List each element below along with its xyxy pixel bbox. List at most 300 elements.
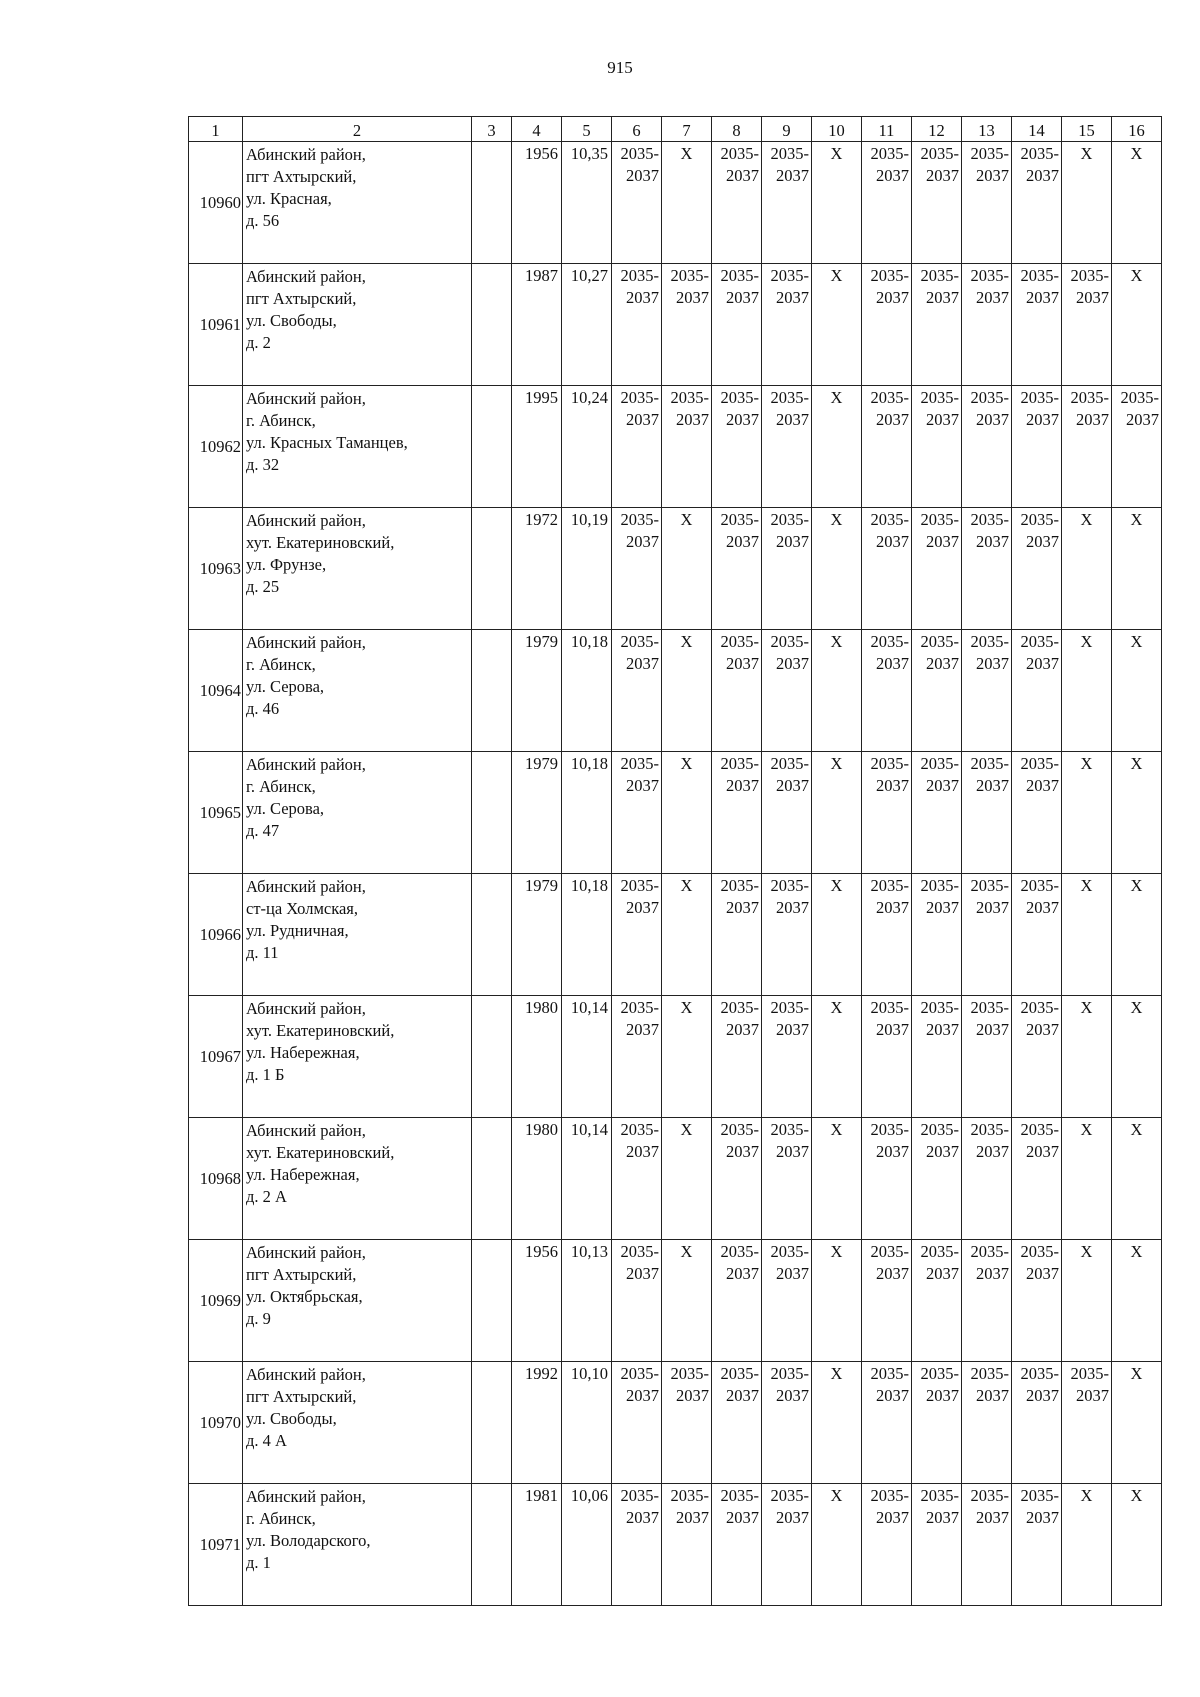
- column-3-cell: [472, 630, 512, 752]
- x-mark: X: [1080, 1120, 1093, 1139]
- period-part: 2037: [626, 1020, 659, 1039]
- period-part: 2035-: [770, 1120, 809, 1139]
- address-line: д. 46: [246, 699, 280, 718]
- period-part: 2035-: [670, 266, 709, 285]
- x-mark: X: [1080, 876, 1093, 895]
- period-part: 2035-: [870, 1486, 909, 1505]
- period-cell: [862, 874, 912, 996]
- period-part: 2035-: [1070, 388, 1109, 407]
- period-part: 2035-: [1020, 144, 1059, 163]
- period-cell: [1062, 1362, 1112, 1484]
- table-row: [189, 142, 1162, 264]
- x-mark: X: [1080, 754, 1093, 773]
- header-row: [189, 117, 1162, 142]
- year-cell: 1979: [512, 752, 562, 874]
- period-part: 2035-: [770, 998, 809, 1017]
- address-line: ул. Красных Таманцев,: [246, 433, 408, 452]
- not-applicable-cell: [1112, 752, 1162, 874]
- period-cell: [1062, 264, 1112, 386]
- period-cell: [612, 1240, 662, 1362]
- period-cell: [662, 1484, 712, 1606]
- address-cell: [243, 142, 472, 264]
- x-mark: X: [1080, 510, 1093, 529]
- period-part: 2035-: [970, 998, 1009, 1017]
- period-part: 2037: [726, 898, 759, 917]
- period-part: 2035-: [770, 266, 809, 285]
- period-cell: [612, 264, 662, 386]
- period-cell: [712, 752, 762, 874]
- period-part: 2037: [926, 776, 959, 795]
- period-part: 2037: [726, 654, 759, 673]
- address-line: д. 25: [246, 577, 280, 596]
- x-mark: X: [1130, 510, 1143, 529]
- period-part: 2035-: [1020, 632, 1059, 651]
- period-part: 2037: [776, 898, 809, 917]
- period-part: 2035-: [870, 632, 909, 651]
- address-line: ул. Красная,: [246, 189, 332, 208]
- value-cell: 10,13: [562, 1240, 612, 1362]
- period-cell: [1062, 386, 1112, 508]
- period-cell: [862, 386, 912, 508]
- address-line: д. 11: [246, 943, 279, 962]
- table-row: [189, 1362, 1162, 1484]
- period-cell: [612, 630, 662, 752]
- not-applicable-cell: [1112, 1118, 1162, 1240]
- not-applicable-cell: [662, 630, 712, 752]
- x-mark: X: [680, 998, 693, 1017]
- period-part: 2037: [926, 1142, 959, 1161]
- period-cell: [912, 630, 962, 752]
- period-part: 2035-: [620, 266, 659, 285]
- table-row: [189, 1240, 1162, 1362]
- period-cell: [662, 386, 712, 508]
- year-cell: 1981: [512, 1484, 562, 1606]
- value-cell: 10,14: [562, 996, 612, 1118]
- year-cell: 1956: [512, 142, 562, 264]
- period-part: 2037: [876, 1142, 909, 1161]
- row-number: 10970: [189, 1362, 243, 1484]
- period-part: 2035-: [770, 632, 809, 651]
- period-part: 2037: [926, 1264, 959, 1283]
- address-line: ул. Фрунзе,: [246, 555, 327, 574]
- period-part: 2037: [876, 166, 909, 185]
- period-part: 2037: [876, 288, 909, 307]
- column-header-5: 5: [562, 117, 612, 142]
- value-cell: 10,19: [562, 508, 612, 630]
- table-row: [189, 264, 1162, 386]
- address-line: Абинский район,: [246, 633, 366, 652]
- column-3-cell: [472, 1484, 512, 1606]
- table-row: [189, 874, 1162, 996]
- period-part: 2035-: [770, 144, 809, 163]
- x-mark: X: [1080, 1242, 1093, 1261]
- period-cell: [612, 996, 662, 1118]
- period-part: 2037: [776, 532, 809, 551]
- period-cell: [862, 1362, 912, 1484]
- column-header-16: 16: [1112, 117, 1162, 142]
- period-cell: [912, 1240, 962, 1362]
- period-part: 2035-: [1020, 266, 1059, 285]
- period-part: 2037: [926, 1020, 959, 1039]
- column-3-cell: [472, 874, 512, 996]
- period-part: 2035-: [720, 266, 759, 285]
- row-number: 10965: [189, 752, 243, 874]
- address-line: хут. Екатериновский,: [246, 1143, 395, 1162]
- period-part: 2037: [976, 1508, 1009, 1527]
- address-line: д. 1 Б: [246, 1065, 285, 1084]
- column-header-2: 2: [243, 117, 472, 142]
- x-mark: X: [680, 1120, 693, 1139]
- row-number: 10961: [189, 264, 243, 386]
- column-header-6: 6: [612, 117, 662, 142]
- period-part: 2037: [676, 1508, 709, 1527]
- period-part: 2037: [676, 410, 709, 429]
- address-cell: [243, 996, 472, 1118]
- not-applicable-cell: [812, 752, 862, 874]
- period-cell: [612, 142, 662, 264]
- table-row: [189, 996, 1162, 1118]
- period-part: 2037: [1026, 1264, 1059, 1283]
- value-cell: 10,18: [562, 874, 612, 996]
- period-cell: [712, 264, 762, 386]
- period-cell: [612, 1118, 662, 1240]
- period-cell: [862, 630, 912, 752]
- not-applicable-cell: [1112, 630, 1162, 752]
- year-cell: 1980: [512, 996, 562, 1118]
- period-part: 2037: [726, 288, 759, 307]
- period-part: 2037: [726, 166, 759, 185]
- period-part: 2037: [926, 288, 959, 307]
- period-part: 2035-: [1020, 754, 1059, 773]
- period-part: 2037: [626, 410, 659, 429]
- x-mark: X: [1130, 1120, 1143, 1139]
- not-applicable-cell: [1062, 1484, 1112, 1606]
- period-cell: [862, 508, 912, 630]
- period-part: 2035-: [1020, 876, 1059, 895]
- not-applicable-cell: [662, 996, 712, 1118]
- period-part: 2037: [1026, 532, 1059, 551]
- not-applicable-cell: [812, 996, 862, 1118]
- year-cell: 1956: [512, 1240, 562, 1362]
- period-cell: [1012, 1362, 1062, 1484]
- not-applicable-cell: [1112, 1240, 1162, 1362]
- period-part: 2035-: [920, 510, 959, 529]
- address-line: ул. Рудничная,: [246, 921, 349, 940]
- period-part: 2035-: [670, 1486, 709, 1505]
- period-part: 2035-: [770, 1364, 809, 1383]
- period-part: 2035-: [620, 510, 659, 529]
- period-part: 2035-: [1020, 1364, 1059, 1383]
- table-row: [189, 752, 1162, 874]
- period-cell: [612, 386, 662, 508]
- period-part: 2037: [626, 1508, 659, 1527]
- period-part: 2037: [976, 654, 1009, 673]
- period-part: 2037: [976, 776, 1009, 795]
- address-line: пгт Ахтырский,: [246, 289, 357, 308]
- period-part: 2035-: [970, 388, 1009, 407]
- period-part: 2035-: [920, 1486, 959, 1505]
- period-part: 2035-: [870, 1120, 909, 1139]
- period-cell: [862, 1118, 912, 1240]
- period-cell: [1012, 508, 1062, 630]
- table-row: [189, 386, 1162, 508]
- period-part: 2037: [726, 1508, 759, 1527]
- period-part: 2037: [876, 1264, 909, 1283]
- address-line: Абинский район,: [246, 511, 366, 530]
- not-applicable-cell: [1112, 142, 1162, 264]
- period-cell: [862, 142, 912, 264]
- address-line: г. Абинск,: [246, 655, 316, 674]
- period-cell: [1112, 386, 1162, 508]
- period-part: 2037: [976, 1142, 1009, 1161]
- period-part: 2035-: [920, 632, 959, 651]
- period-part: 2037: [726, 532, 759, 551]
- not-applicable-cell: [1062, 630, 1112, 752]
- period-cell: [762, 1240, 812, 1362]
- value-cell: 10,10: [562, 1362, 612, 1484]
- period-cell: [962, 1240, 1012, 1362]
- address-cell: [243, 508, 472, 630]
- period-cell: [662, 1362, 712, 1484]
- period-part: 2037: [626, 776, 659, 795]
- period-cell: [862, 996, 912, 1118]
- address-line: ул. Октябрьская,: [246, 1287, 363, 1306]
- period-part: 2035-: [770, 388, 809, 407]
- x-mark: X: [680, 144, 693, 163]
- period-cell: [912, 996, 962, 1118]
- period-cell: [912, 874, 962, 996]
- period-cell: [712, 1118, 762, 1240]
- period-part: 2037: [776, 288, 809, 307]
- column-header-11: 11: [862, 117, 912, 142]
- period-cell: [1012, 630, 1062, 752]
- column-header-12: 12: [912, 117, 962, 142]
- period-part: 2037: [926, 1386, 959, 1405]
- x-mark: X: [830, 510, 843, 529]
- period-part: 2037: [876, 1020, 909, 1039]
- period-part: 2037: [626, 1264, 659, 1283]
- period-part: 2035-: [720, 1486, 759, 1505]
- period-part: 2035-: [920, 876, 959, 895]
- address-line: пгт Ахтырский,: [246, 1387, 357, 1406]
- period-part: 2035-: [620, 1486, 659, 1505]
- period-part: 2037: [926, 898, 959, 917]
- x-mark: X: [1130, 1364, 1143, 1383]
- period-part: 2035-: [920, 754, 959, 773]
- not-applicable-cell: [812, 630, 862, 752]
- period-cell: [612, 1362, 662, 1484]
- period-part: 2035-: [620, 632, 659, 651]
- address-line: ул. Набережная,: [246, 1165, 360, 1184]
- period-cell: [762, 752, 812, 874]
- x-mark: X: [1130, 1242, 1143, 1261]
- period-part: 2035-: [970, 1364, 1009, 1383]
- period-cell: [762, 142, 812, 264]
- address-line: д. 4 А: [246, 1431, 287, 1450]
- not-applicable-cell: [812, 1362, 862, 1484]
- address-cell: [243, 1484, 472, 1606]
- period-cell: [1012, 996, 1062, 1118]
- period-part: 2037: [776, 1264, 809, 1283]
- not-applicable-cell: [1062, 508, 1112, 630]
- x-mark: X: [830, 1242, 843, 1261]
- not-applicable-cell: [662, 752, 712, 874]
- period-part: 2037: [1026, 410, 1059, 429]
- period-part: 2035-: [670, 388, 709, 407]
- period-part: 2035-: [720, 1364, 759, 1383]
- period-cell: [962, 1118, 1012, 1240]
- address-line: Абинский район,: [246, 999, 366, 1018]
- period-cell: [1012, 1240, 1062, 1362]
- period-part: 2037: [626, 1142, 659, 1161]
- period-part: 2035-: [970, 876, 1009, 895]
- period-part: 2035-: [870, 998, 909, 1017]
- not-applicable-cell: [1062, 142, 1112, 264]
- period-cell: [662, 264, 712, 386]
- period-part: 2035-: [720, 876, 759, 895]
- period-part: 2035-: [870, 876, 909, 895]
- not-applicable-cell: [812, 874, 862, 996]
- period-cell: [862, 1484, 912, 1606]
- column-header-8: 8: [712, 117, 762, 142]
- x-mark: X: [830, 1120, 843, 1139]
- x-mark: X: [1130, 998, 1143, 1017]
- period-part: 2037: [626, 532, 659, 551]
- period-part: 2035-: [970, 1486, 1009, 1505]
- period-part: 2035-: [770, 876, 809, 895]
- period-cell: [712, 1240, 762, 1362]
- not-applicable-cell: [812, 508, 862, 630]
- address-line: ул. Набережная,: [246, 1043, 360, 1062]
- not-applicable-cell: [812, 1240, 862, 1362]
- period-part: 2035-: [970, 632, 1009, 651]
- column-3-cell: [472, 752, 512, 874]
- period-part: 2035-: [720, 144, 759, 163]
- period-part: 2035-: [920, 144, 959, 163]
- address-line: д. 2 А: [246, 1187, 287, 1206]
- period-cell: [912, 1362, 962, 1484]
- period-part: 2035-: [970, 1120, 1009, 1139]
- period-part: 2037: [976, 532, 1009, 551]
- period-cell: [962, 386, 1012, 508]
- period-part: 2035-: [1020, 1486, 1059, 1505]
- period-part: 2035-: [920, 388, 959, 407]
- period-part: 2037: [876, 532, 909, 551]
- not-applicable-cell: [1062, 874, 1112, 996]
- period-cell: [962, 874, 1012, 996]
- address-line: д. 1: [246, 1553, 271, 1572]
- address-line: ул. Володарского,: [246, 1531, 371, 1550]
- period-cell: [912, 1118, 962, 1240]
- period-part: 2037: [776, 654, 809, 673]
- period-part: 2035-: [770, 510, 809, 529]
- address-line: Абинский район,: [246, 145, 366, 164]
- column-3-cell: [472, 386, 512, 508]
- period-cell: [612, 752, 662, 874]
- address-line: д. 2: [246, 333, 271, 352]
- x-mark: X: [830, 1364, 843, 1383]
- not-applicable-cell: [812, 142, 862, 264]
- period-part: 2035-: [1070, 1364, 1109, 1383]
- not-applicable-cell: [1112, 508, 1162, 630]
- x-mark: X: [1080, 144, 1093, 163]
- x-mark: X: [830, 632, 843, 651]
- period-cell: [1012, 874, 1062, 996]
- address-cell: [243, 1362, 472, 1484]
- period-cell: [962, 752, 1012, 874]
- period-part: 2037: [726, 1264, 759, 1283]
- x-mark: X: [680, 876, 693, 895]
- address-line: пгт Ахтырский,: [246, 1265, 357, 1284]
- value-cell: 10,18: [562, 752, 612, 874]
- period-part: 2037: [1076, 410, 1109, 429]
- period-part: 2035-: [770, 1486, 809, 1505]
- not-applicable-cell: [1062, 752, 1112, 874]
- address-line: д. 32: [246, 455, 280, 474]
- period-part: 2037: [926, 1508, 959, 1527]
- period-part: 2037: [876, 1386, 909, 1405]
- period-part: 2035-: [720, 754, 759, 773]
- column-3-cell: [472, 508, 512, 630]
- period-part: 2035-: [870, 1364, 909, 1383]
- period-cell: [912, 386, 962, 508]
- x-mark: X: [1130, 876, 1143, 895]
- row-number: 10964: [189, 630, 243, 752]
- address-line: г. Абинск,: [246, 1509, 316, 1528]
- not-applicable-cell: [1112, 264, 1162, 386]
- period-part: 2035-: [720, 632, 759, 651]
- address-line: хут. Екатериновский,: [246, 533, 395, 552]
- period-part: 2037: [1026, 166, 1059, 185]
- period-part: 2035-: [920, 1120, 959, 1139]
- period-part: 2035-: [870, 510, 909, 529]
- period-cell: [612, 1484, 662, 1606]
- period-part: 2037: [776, 166, 809, 185]
- row-number: 10966: [189, 874, 243, 996]
- period-cell: [912, 1484, 962, 1606]
- period-part: 2035-: [920, 1364, 959, 1383]
- table-row: [189, 1118, 1162, 1240]
- period-part: 2037: [876, 654, 909, 673]
- address-cell: [243, 752, 472, 874]
- address-line: Абинский район,: [246, 755, 366, 774]
- period-part: 2035-: [620, 754, 659, 773]
- period-part: 2035-: [720, 998, 759, 1017]
- period-cell: [712, 1484, 762, 1606]
- period-cell: [1012, 142, 1062, 264]
- period-cell: [712, 386, 762, 508]
- period-cell: [612, 508, 662, 630]
- period-part: 2037: [976, 166, 1009, 185]
- year-cell: 1987: [512, 264, 562, 386]
- not-applicable-cell: [812, 1484, 862, 1606]
- period-part: 2035-: [870, 144, 909, 163]
- period-part: 2037: [926, 654, 959, 673]
- column-header-4: 4: [512, 117, 562, 142]
- value-cell: 10,06: [562, 1484, 612, 1606]
- period-part: 2037: [776, 1020, 809, 1039]
- period-part: 2037: [626, 288, 659, 307]
- period-part: 2037: [626, 1386, 659, 1405]
- period-part: 2035-: [1020, 998, 1059, 1017]
- year-cell: 1979: [512, 630, 562, 752]
- period-part: 2035-: [620, 1364, 659, 1383]
- period-part: 2035-: [1070, 266, 1109, 285]
- address-line: ул. Свободы,: [246, 1409, 337, 1428]
- row-number: 10967: [189, 996, 243, 1118]
- period-cell: [712, 996, 762, 1118]
- period-part: 2035-: [1020, 1120, 1059, 1139]
